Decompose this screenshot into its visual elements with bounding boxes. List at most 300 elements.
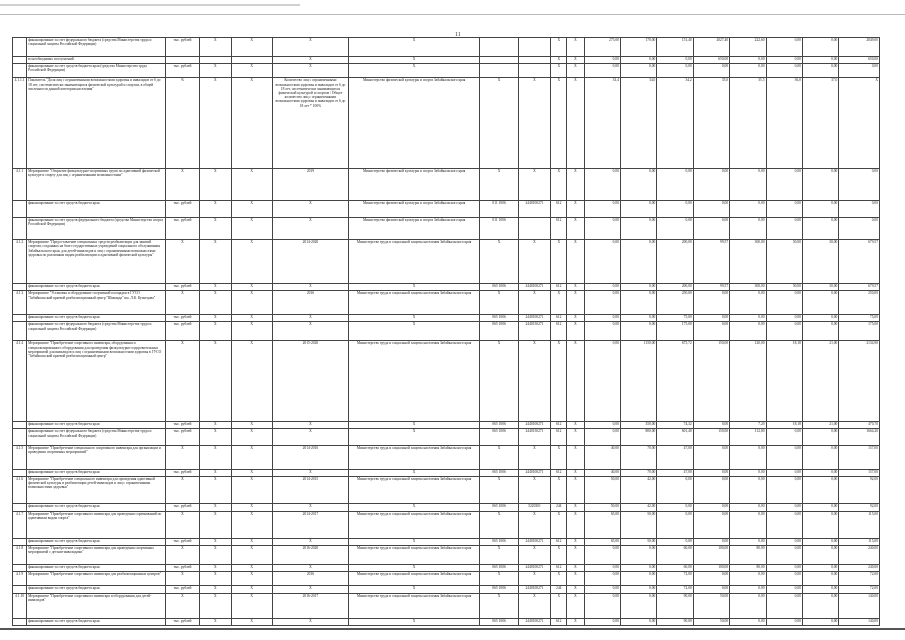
cell-exec: Министерство труда и социальной защиты населения Забайкальского края: [348, 477, 480, 504]
cell-v8: X: [839, 78, 880, 168]
cell-v1: 50,00: [584, 477, 620, 504]
cell-v1: 40,00: [584, 446, 620, 470]
cell-v3: 47,00: [657, 446, 693, 470]
cell-kbk2: X: [518, 341, 550, 422]
cell-v3: 0,00: [657, 168, 693, 200]
cell-kbk4: X: [567, 572, 584, 586]
cell-v1: 0,00: [584, 546, 620, 565]
cell-kbk2: 2440100271: [518, 618, 550, 625]
cell-name: финансирование за счет федерального бюджета (средства Министерства труда и социальной защиты Российской Федерации): [27, 38, 166, 57]
cell-v5: 300,00: [730, 240, 766, 284]
cell-unit: X: [165, 240, 199, 284]
cell-num: 4.1.9: [13, 572, 27, 586]
cell-v5: 120,00: [730, 341, 766, 422]
cell-c2: X: [231, 78, 272, 168]
cell-year: X: [272, 217, 348, 240]
cell-unit: X: [165, 168, 199, 200]
cell-v7: 0,00: [802, 429, 838, 446]
cell-v5: 0,00: [730, 57, 766, 64]
cell-kbk2: [518, 38, 550, 57]
cell-exec: Министерство труда и социальной защиты населения Забайкальского края: [348, 291, 480, 315]
cell-kbk4: X: [567, 322, 584, 341]
cell-v7: 0,00: [802, 291, 838, 315]
cell-kbk2: X: [518, 291, 550, 315]
cell-v2: 0,00: [620, 240, 656, 284]
cell-v2: 0,00: [620, 322, 656, 341]
table-row: [13, 240, 880, 284]
cell-name: финансирование за счет средств бюджета края: [27, 538, 166, 545]
cell-kbk3: 612: [551, 315, 567, 322]
cell-year: X: [272, 57, 348, 64]
cell-unit: X: [165, 477, 199, 504]
cell-v5: 0,00: [730, 504, 766, 511]
table-row: [13, 315, 880, 322]
cell-kbk2: 2440100271: [518, 469, 550, 476]
cell-unit: X: [165, 341, 199, 422]
cell-v7: 0,00: [802, 315, 838, 322]
cell-c1: X: [200, 477, 231, 504]
cell-c2: X: [231, 64, 272, 78]
cell-v1: 0,00: [584, 572, 620, 586]
cell-kbk4: X: [567, 504, 584, 511]
cell-year: 2014-2016: [272, 446, 348, 470]
cell-num: [13, 64, 27, 78]
cell-kbk1: 065 1006: [480, 504, 518, 511]
cell-v3: 601,40: [657, 429, 693, 446]
cell-v4: 0,00: [693, 586, 729, 593]
cell-v1: 0,00: [584, 201, 620, 218]
table-row: [13, 504, 880, 511]
cell-v3: 250,00: [657, 291, 693, 315]
cell-v4: 0,00: [693, 504, 729, 511]
cell-v8: 92,00: [839, 504, 880, 511]
cell-unit: тыс. рублей: [165, 322, 199, 341]
cell-exec: X: [348, 322, 480, 341]
cell-kbk3: 612: [551, 565, 567, 572]
cell-v7: 0,00: [802, 322, 838, 341]
cell-v2: 0,00: [620, 64, 656, 78]
cell-v3: 90,00: [657, 618, 693, 625]
cell-v3: 90,00: [657, 593, 693, 618]
cell-c2: X: [231, 341, 272, 422]
cell-year: X: [272, 284, 348, 291]
cell-v3: 200,00: [657, 240, 693, 284]
cell-c2: X: [231, 291, 272, 315]
cell-unit: тыс. рублей: [165, 504, 199, 511]
cell-v4: 150,00: [693, 429, 729, 446]
cell-kbk3: 612: [551, 538, 567, 545]
cell-v6: 18,18: [766, 341, 802, 422]
cell-kbk4: X: [567, 38, 584, 57]
cell-v7: 37,0: [802, 78, 838, 168]
cell-c1: X: [200, 565, 231, 572]
table-row: [13, 341, 880, 422]
table-row: [13, 168, 880, 200]
table-row: [13, 593, 880, 618]
cell-num: [13, 469, 27, 476]
cell-year: 2015-2020: [272, 341, 348, 422]
cell-v8: 115,00: [839, 511, 880, 538]
cell-v8: 240,00: [839, 546, 880, 565]
cell-name: Показатель "Доля лиц с ограниченными возможностями здоровья и инвалидов от 6 до 18 лет, систематически занимающихся физической культурой и спортом, в общей численности данной категории населения": [27, 78, 166, 168]
cell-kbk4: X: [567, 546, 584, 565]
cell-v4: 0,00: [693, 477, 729, 504]
table-row: [13, 565, 880, 572]
cell-c1: X: [200, 240, 231, 284]
cell-kbk1: 065 1006: [480, 538, 518, 545]
cell-kbk1: X: [480, 477, 518, 504]
cell-year: 2014-2020: [272, 240, 348, 284]
cell-kbk3: X: [551, 546, 567, 565]
cell-name: Мероприятие "Приобретение спортивного инвентаря для проведения спортивных мероприятий с детьми-инвалидами": [27, 546, 166, 565]
cell-v7: 30,00: [802, 284, 838, 291]
cell-kbk1: 065 1006: [480, 422, 518, 429]
cell-kbk4: X: [567, 291, 584, 315]
cell-kbk3: 612: [551, 618, 567, 625]
cell-v3: 47,00: [657, 469, 693, 476]
cell-v4: 0,00: [693, 291, 729, 315]
cell-unit: тыс. рублей: [165, 429, 199, 446]
cell-unit: X: [165, 511, 199, 538]
cell-v8: 175,00: [839, 322, 880, 341]
cell-v3: 675,72: [657, 341, 693, 422]
cell-v4: 0,00: [693, 511, 729, 538]
cell-v6: 36,0: [766, 78, 802, 168]
cell-year: X: [272, 422, 348, 429]
cell-year: X: [272, 201, 348, 218]
cell-v5: 0,00: [730, 511, 766, 538]
cell-v2: 0,00: [620, 284, 656, 291]
cell-v4: 50,00: [693, 618, 729, 625]
cell-v4: 650,00: [693, 57, 729, 64]
cell-kbk3: X: [551, 64, 567, 78]
cell-name: финансирование за счет средств бюджета края: [27, 315, 166, 322]
cell-c2: X: [231, 322, 272, 341]
cell-c2: X: [231, 284, 272, 291]
cell-c2: X: [231, 201, 272, 218]
cell-name: Мероприятие "Приобретение специального спортивного инвентаря для организации и проведения спортивных мероприятий": [27, 446, 166, 470]
cell-year: 2016-2017: [272, 593, 348, 618]
cell-c1: X: [200, 446, 231, 470]
cell-kbk2: 2440100271: [518, 565, 550, 572]
cell-v4: 0,00: [693, 538, 729, 545]
cell-kbk3: X: [551, 572, 567, 586]
cell-v2: 0,00: [620, 315, 656, 322]
cell-v7: 0,00: [802, 546, 838, 565]
cell-c1: X: [200, 538, 231, 545]
cell-v1: 0,00: [584, 429, 620, 446]
cell-v6: 0,00: [766, 504, 802, 511]
cell-unit: X: [165, 572, 199, 586]
cell-v3: 72,00: [657, 586, 693, 593]
cell-kbk2: X: [518, 593, 550, 618]
cell-kbk3: X: [551, 57, 567, 64]
cell-v2: 0,00: [620, 57, 656, 64]
cell-kbk2: 2440100271: [518, 201, 550, 218]
cell-kbk2: 2440150271: [518, 322, 550, 341]
cell-v5: 222,60: [730, 38, 766, 57]
cell-unit: X: [165, 593, 199, 618]
table-row: [13, 64, 880, 78]
cell-v5: 300,00: [730, 284, 766, 291]
cell-kbk2: X: [518, 78, 550, 168]
cell-v1: 65,00: [584, 538, 620, 545]
cell-v6: 0,00: [766, 565, 802, 572]
cell-year: 2014-2017: [272, 511, 348, 538]
cell-num: [13, 538, 27, 545]
cell-v5: 0,00: [730, 64, 766, 78]
cell-exec: Министерство физической культуры и спорта Забайкальского края: [348, 217, 480, 240]
cell-name: финансирование за счет средств бюджета края: [27, 469, 166, 476]
cell-kbk3: X: [551, 477, 567, 504]
cell-kbk1: X: [480, 546, 518, 565]
cell-num: 4.1.10: [13, 593, 27, 618]
cell-c2: X: [231, 477, 272, 504]
cell-kbk4: X: [567, 477, 584, 504]
cell-v8: 72,00: [839, 586, 880, 593]
cell-kbk2: 2440150271: [518, 429, 550, 446]
cell-name: финансирование за счет средств федерального бюджета (средства Министерства спорта Российской Федерации): [27, 217, 166, 240]
cell-num: [13, 586, 27, 593]
cell-num: [13, 322, 27, 341]
table-row: [13, 446, 880, 470]
cell-v8: 0,00: [839, 64, 880, 78]
cell-v7: 21,00: [802, 422, 838, 429]
cell-v5: 0,00: [730, 538, 766, 545]
cell-num: 4.1.6: [13, 477, 27, 504]
cell-v8: 2134,90: [839, 341, 880, 422]
cell-exec: X: [348, 565, 480, 572]
program-table: [12, 37, 880, 626]
cell-kbk4: X: [567, 429, 584, 446]
cell-c2: X: [231, 538, 272, 545]
cell-kbk2: X: [518, 477, 550, 504]
cell-v7: 0,00: [802, 572, 838, 586]
cell-v8: 250,00: [839, 291, 880, 315]
cell-name: финансирование за счет средств бюджета края: [27, 586, 166, 593]
cell-c1: X: [200, 168, 231, 200]
cell-exec: Министерство физической культуры и спорта Забайкальского края: [348, 78, 480, 168]
cell-c2: X: [231, 565, 272, 572]
cell-v2: 0,00: [620, 565, 656, 572]
cell-kbk1: [480, 57, 518, 64]
cell-kbk1: 065 1006: [480, 565, 518, 572]
table-row: [13, 429, 880, 446]
cell-name: из необходимых поступлений: [27, 57, 166, 64]
cell-c2: X: [231, 469, 272, 476]
cell-unit: %: [165, 78, 199, 168]
cell-kbk4: X: [567, 538, 584, 545]
table-row: [13, 422, 880, 429]
cell-c1: X: [200, 511, 231, 538]
cell-kbk3: 612: [551, 284, 567, 291]
cell-v7: 0,00: [802, 217, 838, 240]
cell-v6: 0,00: [766, 469, 802, 476]
cell-v3: 0,00: [657, 511, 693, 538]
cell-num: [13, 57, 27, 64]
cell-v8: 92,00: [839, 477, 880, 504]
cell-num: 4.1.8: [13, 546, 27, 565]
cell-v8: 157,00: [839, 469, 880, 476]
cell-v2: 42,00: [620, 504, 656, 511]
cell-kbk2: X: [518, 168, 550, 200]
cell-exec: Министерство труда и социальной защиты населения Забайкальского края: [348, 572, 480, 586]
cell-kbk1: 065 1006: [480, 284, 518, 291]
cell-kbk1: 065 1006: [480, 315, 518, 322]
cell-v6: 0,00: [766, 446, 802, 470]
cell-year: 2016: [272, 291, 348, 315]
cell-v3: 0,00: [657, 504, 693, 511]
cell-num: [13, 217, 27, 240]
cell-year: Количество лиц с ограниченными возможностями здоровья и инвалидов от 6 до 18 лет, систематически занимающихся физической культурой и спортом / Общее количество лиц с ограниченными возможностями здоровья и инвалидов от 6 до 18 лет * 100%: [272, 78, 348, 168]
cell-v7: 0,00: [802, 38, 838, 57]
cell-v4: 0,00: [693, 446, 729, 470]
table-row: [13, 78, 880, 168]
cell-v3: 34,2: [657, 78, 693, 168]
cell-year: 2016-2020: [272, 546, 348, 565]
cell-c2: X: [231, 168, 272, 200]
cell-unit: тыс. рублей: [165, 201, 199, 218]
cell-c2: X: [231, 38, 272, 57]
cell-c2: X: [231, 546, 272, 565]
cell-v7: 0,00: [802, 618, 838, 625]
cell-kbk3: X: [551, 38, 567, 57]
cell-kbk1: [480, 64, 518, 78]
cell-v3: 0,00: [657, 477, 693, 504]
cell-name: финансирование за счет средств бюджета края: [27, 618, 166, 625]
cell-c2: X: [231, 593, 272, 618]
cell-c1: X: [200, 618, 231, 625]
cell-v2: 34,0: [620, 78, 656, 168]
cell-name: финансирование за счет средств бюджета края: [27, 201, 166, 218]
cell-v1: 0,00: [584, 341, 620, 422]
cell-kbk4: X: [567, 315, 584, 322]
bottom-rule: [0, 628, 905, 630]
cell-v7: 0,00: [802, 201, 838, 218]
cell-name: Мероприятие "Приобретение спортивного инвентаря и оборудования для детей-инвалидов": [27, 593, 166, 618]
cell-kbk4: X: [567, 240, 584, 284]
cell-num: [13, 565, 27, 572]
cell-kbk1: 011 1006: [480, 217, 518, 240]
cell-kbk4: X: [567, 511, 584, 538]
cell-unit: тыс. рублей: [165, 284, 199, 291]
cell-kbk1: X: [480, 446, 518, 470]
cell-unit: тыс. рублей: [165, 586, 199, 593]
cell-v3: 60,00: [657, 546, 693, 565]
cell-v5: 0,00: [730, 217, 766, 240]
cell-c2: X: [231, 315, 272, 322]
cell-c2: [231, 57, 272, 64]
cell-v7: 0,00: [802, 64, 838, 78]
cell-v1: 0,00: [584, 284, 620, 291]
cell-exec: Министерство физической культуры и спорта Забайкальского края: [348, 201, 480, 218]
cell-v6: 0,00: [766, 57, 802, 64]
cell-kbk3: 244: [551, 586, 567, 593]
cell-exec: X: [348, 284, 480, 291]
cell-year: X: [272, 538, 348, 545]
cell-kbk3: 612: [551, 422, 567, 429]
cell-kbk3: X: [551, 593, 567, 618]
cell-v8: 0,00: [839, 217, 880, 240]
cell-v5: 0,00: [730, 469, 766, 476]
cell-v6: 0,00: [766, 38, 802, 57]
cell-v1: 0,00: [584, 291, 620, 315]
cell-kbk4: X: [567, 446, 584, 470]
top-rule: [0, 14, 905, 15]
cell-v2: 170,00: [620, 38, 656, 57]
cell-c1: X: [200, 546, 231, 565]
cell-c1: [200, 57, 231, 64]
cell-v1: 0,00: [584, 64, 620, 78]
cell-v2: 0,00: [620, 618, 656, 625]
cell-kbk1: [480, 38, 518, 57]
cell-c1: X: [200, 572, 231, 586]
cell-unit: X: [165, 446, 199, 470]
cell-c1: X: [200, 291, 231, 315]
cell-kbk2: X: [518, 240, 550, 284]
cell-num: 4.1.4: [13, 341, 27, 422]
cell-v8: 0,00: [839, 201, 880, 218]
cell-v8: 679,57: [839, 284, 880, 291]
cell-kbk4: X: [567, 469, 584, 476]
cell-kbk3: 612: [551, 469, 567, 476]
cell-v8: 650,00: [839, 57, 880, 64]
cell-v6: 0,00: [766, 322, 802, 341]
cell-v2: 0,00: [620, 593, 656, 618]
cell-v3: 0,00: [657, 57, 693, 64]
cell-v6: 0,00: [766, 64, 802, 78]
cell-v3: 0,00: [657, 538, 693, 545]
cell-v8: 679,57: [839, 240, 880, 284]
cell-v6: 0,00: [766, 429, 802, 446]
cell-num: 4.1.1.1: [13, 78, 27, 168]
cell-v4: 2027,40: [693, 38, 729, 57]
cell-v6: 0,00: [766, 477, 802, 504]
cell-kbk2: X: [518, 572, 550, 586]
table-row: [13, 38, 880, 57]
cell-kbk3: 612: [551, 429, 567, 446]
table-row: [13, 469, 880, 476]
cell-v4: 0,00: [693, 217, 729, 240]
cell-name: финансирование за счет средств бюджета края: [27, 284, 166, 291]
cell-c1: X: [200, 322, 231, 341]
cell-v2: 0,00: [620, 586, 656, 593]
cell-v1: 0,00: [584, 315, 620, 322]
cell-num: [13, 315, 27, 322]
cell-kbk4: X: [567, 78, 584, 168]
cell-unit: тыс. рублей: [165, 217, 199, 240]
cell-v4: 35,0: [693, 78, 729, 168]
cell-unit: тыс. рублей: [165, 38, 199, 57]
cell-kbk4: X: [567, 201, 584, 218]
cell-c1: X: [200, 38, 231, 57]
cell-year: 2014-2015: [272, 477, 348, 504]
cell-v1: 0,00: [584, 57, 620, 64]
cell-v1: 33,4: [584, 78, 620, 168]
cell-c1: X: [200, 586, 231, 593]
cell-num: [13, 422, 27, 429]
cell-v2: 350,00: [620, 422, 656, 429]
cell-num: 4.1.3: [13, 291, 27, 315]
cell-v7: 21,00: [802, 341, 838, 422]
cell-kbk4: X: [567, 57, 584, 64]
cell-kbk1: 065 1006: [480, 469, 518, 476]
cell-exec: Министерство труда и социальной защиты населения Забайкальского края: [348, 511, 480, 538]
cell-v5: 80,00: [730, 565, 766, 572]
table-row: [13, 538, 880, 545]
cell-v4: 99,57: [693, 284, 729, 291]
cell-v6: 18,18: [766, 422, 802, 429]
